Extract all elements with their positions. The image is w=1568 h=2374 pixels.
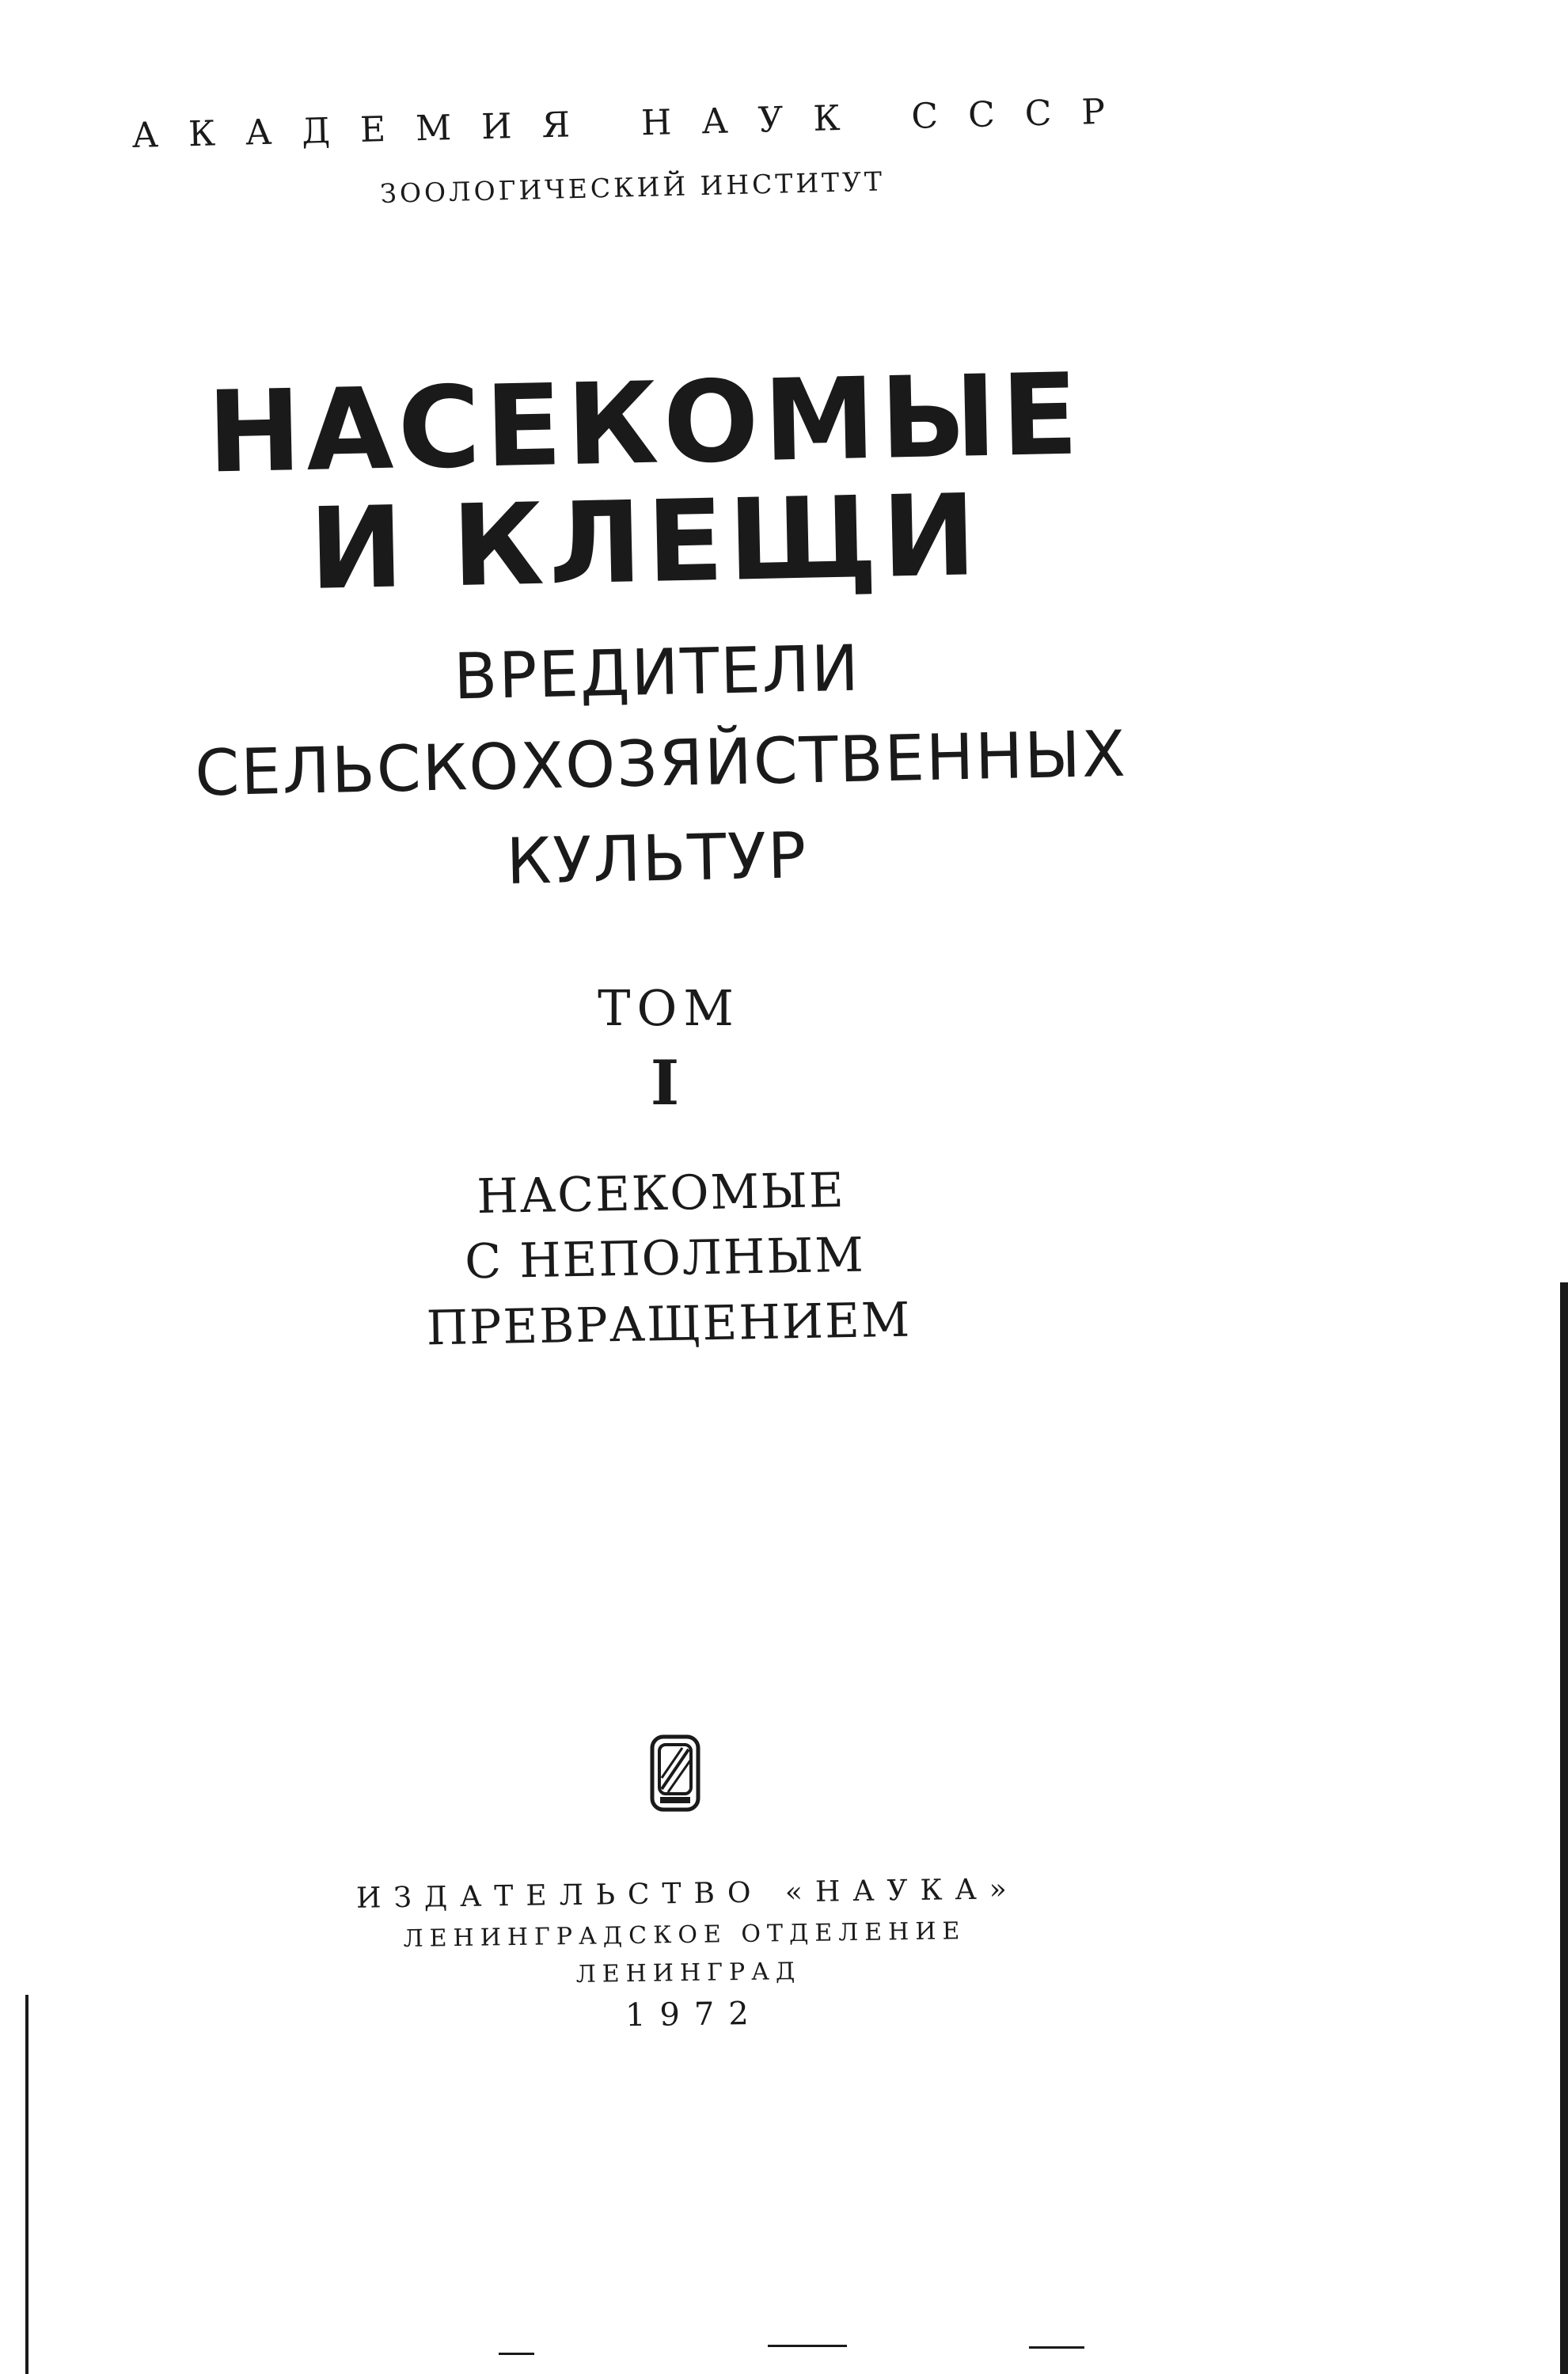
subtitle-line-2: СЕЛЬСКОХОЗЯЙСТВЕННЫХ	[194, 716, 1128, 811]
part-title-line-2: С НЕПОЛНЫМ	[464, 1227, 866, 1290]
main-title-line-1: НАСЕКОМЫЕ	[206, 349, 1084, 499]
scan-edge-left	[25, 1995, 28, 2374]
part-title-line-3: ПРЕВРАЩЕНИЕМ	[426, 1292, 912, 1357]
publication-year: 1972	[625, 1995, 764, 2034]
publisher-name: ИЗДАТЕЛЬСТВО «НАУКА»	[355, 1873, 1020, 1915]
subtitle-line-3: КУЛЬТУР	[505, 819, 809, 898]
volume-number: I	[650, 1047, 680, 1119]
scan-edge-right	[1560, 1282, 1568, 2374]
main-title-line-2: И КЛЕЩИ	[308, 470, 982, 615]
publisher-branch: ЛЕНИНГРАДСКОЕ ОТДЕЛЕНИЕ	[403, 1917, 966, 1953]
part-title-line-1: НАСЕКОМЫЕ	[476, 1162, 846, 1225]
publisher-city: ЛЕНИНГРАД	[575, 1958, 802, 1988]
institute-name: ЗООЛОГИЧЕСКИЙ ИНСТИТУТ	[379, 165, 886, 209]
subtitle-line-1: ВРЕДИТЕЛИ	[453, 631, 861, 714]
scan-mark	[1029, 2346, 1084, 2349]
academy-name: АКАДЕМИЯ НАУК СССР	[131, 91, 1136, 156]
volume-label: ТОМ	[598, 979, 740, 1037]
scan-mark	[768, 2345, 847, 2347]
publisher-logo-icon	[649, 1734, 701, 1813]
scan-mark	[499, 2353, 534, 2355]
